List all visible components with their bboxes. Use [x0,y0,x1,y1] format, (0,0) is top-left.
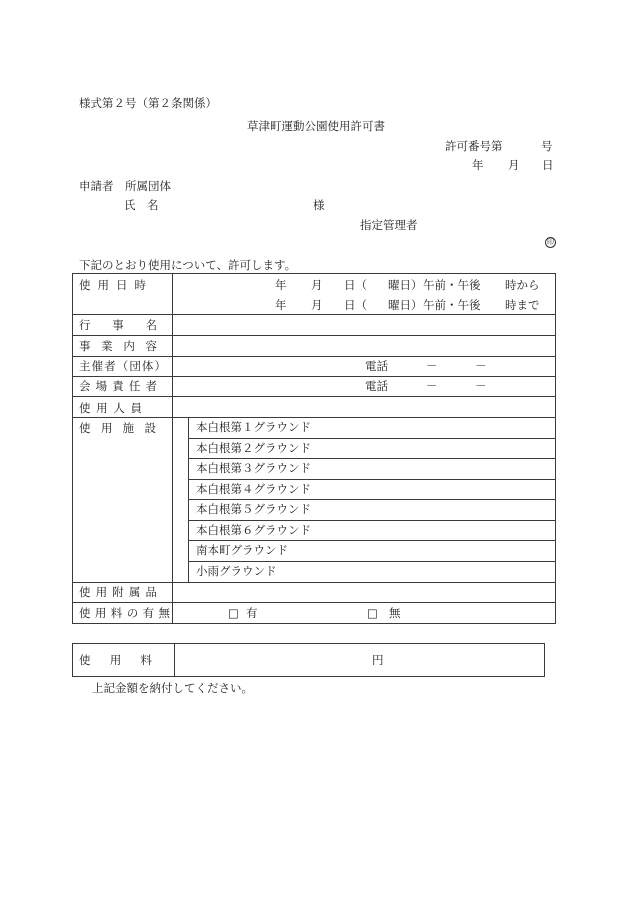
issue-date-year: 年 [472,158,484,172]
organizer-label: 主催者（団体） [79,359,166,373]
facility-item: 本白根第５グラウンド [189,500,555,521]
equipment-label: 使 用 附 属 品 [79,585,157,599]
business-content-label: 事 業 内 容 [79,338,157,353]
facility-item: 本白根第３グラウンド [189,459,555,480]
label-cell [73,315,173,335]
to-time: 時まで [505,298,540,312]
fee-unit: 円 [372,653,384,667]
usage-datetime-label: 使 用 日 時 [79,278,146,292]
from-weekday: 曜日） [388,278,423,292]
organizer-phone-separator: － [475,359,487,373]
fee-no-label: 無 [389,606,401,620]
row-organizer [73,357,555,377]
permit-number-prefix: 許可番号第 [445,139,503,153]
usage-datetime-value [173,274,555,314]
applicant-label: 申請者 [79,179,114,193]
row-fee-status [73,603,555,623]
row-usage-datetime [73,274,555,315]
label-cell [73,603,173,623]
label-cell [73,418,173,582]
business-content-value [173,336,555,356]
issue-date-day: 日 [542,158,554,172]
payment-note: 上記金額を納付してください。 [92,681,253,695]
designated-manager-label: 指定管理者 [360,218,418,232]
label-cell [73,583,173,602]
fee-status-value [173,603,555,623]
form-number: 様式第２号（第２条関係） [79,96,217,110]
organizer-phone-label: 電話 [365,359,388,373]
to-month: 月 [311,298,323,312]
venue-manager-value [173,377,555,396]
label-cell [73,336,173,356]
from-year: 年 [275,278,287,292]
to-weekday: 曜日） [388,298,423,312]
label-cell [73,274,173,314]
facilities-value [173,418,555,582]
from-time: 時から [505,278,540,292]
organizer-value [173,357,555,376]
fee-label: 使 用 料 [79,653,152,667]
event-name-label: 行 事 名 [79,318,157,332]
facility-item: 本白根第４グラウンド [189,480,555,501]
venue-manager-phone-label: 電話 [365,379,388,393]
facility-item: 南本町グラウンド [189,541,555,562]
facility-item: 本白根第２グラウンド [189,439,555,460]
to-year: 年 [275,298,287,312]
permission-statement: 下記のとおり使用について、許可します。 [79,258,297,272]
honorific: 様 [313,198,325,212]
to-day: 日（ [344,298,367,312]
name-label: 氏 名 [124,198,159,212]
organizer-phone-separator: － [426,359,438,373]
label-cell [73,644,175,676]
venue-manager-label: 会 場 責 任 者 [79,379,157,393]
label-cell [73,357,173,376]
facility-list [188,418,555,582]
fee-yes-label: 有 [246,606,258,620]
event-name-value [173,315,555,335]
organization-label: 所属団体 [125,179,171,193]
venue-manager-phone-separator: － [475,379,487,393]
document-title: 草津町運動公園使用許可書 [247,119,385,133]
from-day: 日（ [344,278,367,292]
attendees-value [173,397,555,417]
attendees-label: 使 用 人 員 [79,400,142,415]
label-cell [73,397,173,417]
label-cell [73,377,173,396]
to-ampm: 午前・午後 [423,298,481,312]
fee-value [175,644,544,676]
fee-no-checkbox[interactable]: □ [367,606,378,620]
seal-text: 印 [547,238,554,246]
permit-details-table [72,273,556,624]
fee-yes-checkbox[interactable]: □ [228,606,239,620]
permit-number-suffix: 号 [541,139,553,153]
row-business-content [73,336,555,357]
fee-table [72,643,545,677]
row-equipment [73,583,555,603]
row-facilities [73,418,555,583]
from-ampm: 午前・午後 [423,278,481,292]
equipment-value [173,583,555,602]
facility-item: 本白根第１グラウンド [189,418,555,439]
facility-item: 小雨グラウンド [196,563,277,578]
fee-status-label: 使用料の有無 [79,606,170,620]
from-month: 月 [311,278,323,292]
issue-date-month: 月 [508,158,520,172]
row-event-name [73,315,555,336]
facilities-label: 使 用 施 設 [79,421,156,435]
row-venue-manager [73,377,555,397]
row-attendees [73,397,555,418]
venue-manager-phone-separator: － [426,379,438,393]
facility-item: 本白根第６グラウンド [189,521,555,542]
seal-icon [545,237,556,248]
